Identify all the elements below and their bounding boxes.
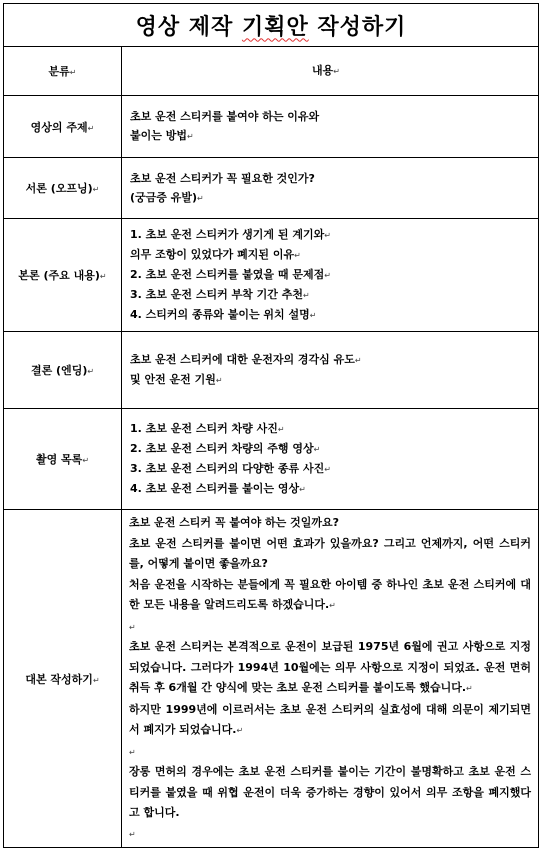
script-blank-line: ↵ — [129, 622, 136, 632]
ending-line: 초보 운전 스티커에 대한 운전자의 경각심 유도↵ — [130, 353, 362, 366]
shooting-line: 3. 초보 운전 스티커의 다양한 종류 사진↵ — [130, 462, 331, 475]
header-content-text: 내용 — [312, 64, 334, 77]
row-content-script[interactable] — [122, 510, 539, 848]
ending-label-text: 결론 (엔딩) — [30, 364, 88, 377]
row-label-script[interactable]: 대본 작성하기↵ — [4, 510, 122, 848]
script-paragraph: 초보 운전 스티커는 본격적으로 운전이 보급된 1975년 6월에 권고 사항으로 지정 되었습니다. 그러다가 1994년 10월에는 의무 사항으로 지정이 되었죠. 운전 면허 취득 후 6개월 간 양식에 맞는 초보 운전 스티커를 붙이도록 했습니다.↵ — [129, 640, 532, 694]
shooting-line: 1. 초보 운전 스티커 차량 사진↵ — [130, 422, 285, 435]
shooting-label-text: 촬영 목록 — [35, 453, 83, 466]
row-content-body[interactable] — [122, 219, 539, 332]
topic-line: 초보 운전 스티커를 붙여야 하는 이유와 — [130, 110, 320, 123]
row-content-topic[interactable] — [122, 96, 539, 158]
topic-line: 붙이는 방법↵ — [130, 129, 194, 142]
ending-line: 및 안전 운전 기원↵ — [130, 373, 223, 386]
intro-line: 초보 운전 스티커가 꼭 필요한 것인가? — [130, 171, 315, 185]
row-label-shooting[interactable]: 촬영 목록↵ — [4, 409, 122, 510]
body-line: 2. 초보 운전 스티커를 붙였을 때 문제점↵ — [130, 268, 331, 281]
title-part-1: 영상 제작 — [135, 14, 242, 40]
body-line: 4. 스티커의 종류와 붙이는 위치 설명↵ — [130, 308, 317, 321]
script-paragraph: 초보 운전 스티커를 붙이면 어떤 효과가 있을까요? 그리고 언제까지, 어떤 스티커를, 어떻게 붙이면 좋을까요? — [129, 536, 532, 570]
row-label-intro[interactable]: 서론 (오프닝)↵ — [4, 158, 122, 219]
row-content-shooting[interactable] — [122, 409, 539, 510]
body-line: 1. 초보 운전 스티커가 생기게 된 계기와↵ — [130, 228, 331, 241]
topic-label-text: 영상의 주제 — [30, 120, 88, 134]
row-label-ending[interactable]: 결론 (엔딩)↵ — [4, 332, 122, 409]
script-blank-line: ↵ — [129, 747, 136, 757]
script-blank-line: ↵ — [129, 829, 136, 839]
header-category[interactable]: 분류↵ — [4, 47, 122, 96]
intro-label-text: 서론 (오프닝) — [25, 182, 93, 195]
document-title[interactable] — [4, 4, 539, 47]
row-label-topic[interactable]: 영상의 주제↵ — [4, 96, 122, 158]
title-misspelled-word: 기획안 — [241, 14, 309, 40]
script-paragraph: 처음 운전을 시작하는 분들에게 꼭 필요한 아이템 중 하나인 초보 운전 스티커에 대한 모든 내용을 알려드리도록 하겠습니다.↵ — [129, 577, 532, 611]
script-paragraph: 하지만 1999년에 이르러서는 초보 운전 스티커의 실효성에 대해 의문이 제기되면서 폐지가 되었습니다.↵ — [129, 702, 532, 736]
body-line: 의무 조항이 있었다가 폐지된 이유↵ — [130, 248, 301, 261]
intro-line: (궁금증 유발)↵ — [130, 190, 204, 204]
shooting-line: 4. 초보 운전 스티커를 붙이는 영상↵ — [130, 482, 306, 495]
header-category-text: 분류 — [48, 65, 70, 78]
row-label-body[interactable]: 본론 (주요 내용)↵ — [4, 219, 122, 332]
body-line: 3. 초보 운전 스티커 부착 기간 추천↵ — [130, 288, 310, 301]
shooting-line: 2. 초보 운전 스티커 차량의 주행 영상↵ — [130, 442, 321, 455]
planning-table — [3, 3, 539, 848]
script-paragraph: 초보 운전 스티커 꼭 붙여야 하는 것일까요? — [129, 516, 339, 529]
script-label-text: 대본 작성하기 — [25, 672, 93, 686]
body-label-text: 본론 (주요 내용) — [18, 269, 100, 282]
script-paragraph: 장롱 면허의 경우에는 초보 운전 스티커를 붙이는 기간이 불명확하고 초보 운전 스티커를 붙였을 때 위협 운전이 더욱 증가하는 경향이 있어서 의무 조항을 폐지했다고 합니다. — [129, 765, 532, 819]
row-content-intro[interactable] — [122, 158, 539, 219]
row-content-ending[interactable] — [122, 332, 539, 409]
header-content[interactable]: 내용↵ — [122, 47, 539, 96]
title-part-2: 작성하기 — [308, 14, 407, 40]
